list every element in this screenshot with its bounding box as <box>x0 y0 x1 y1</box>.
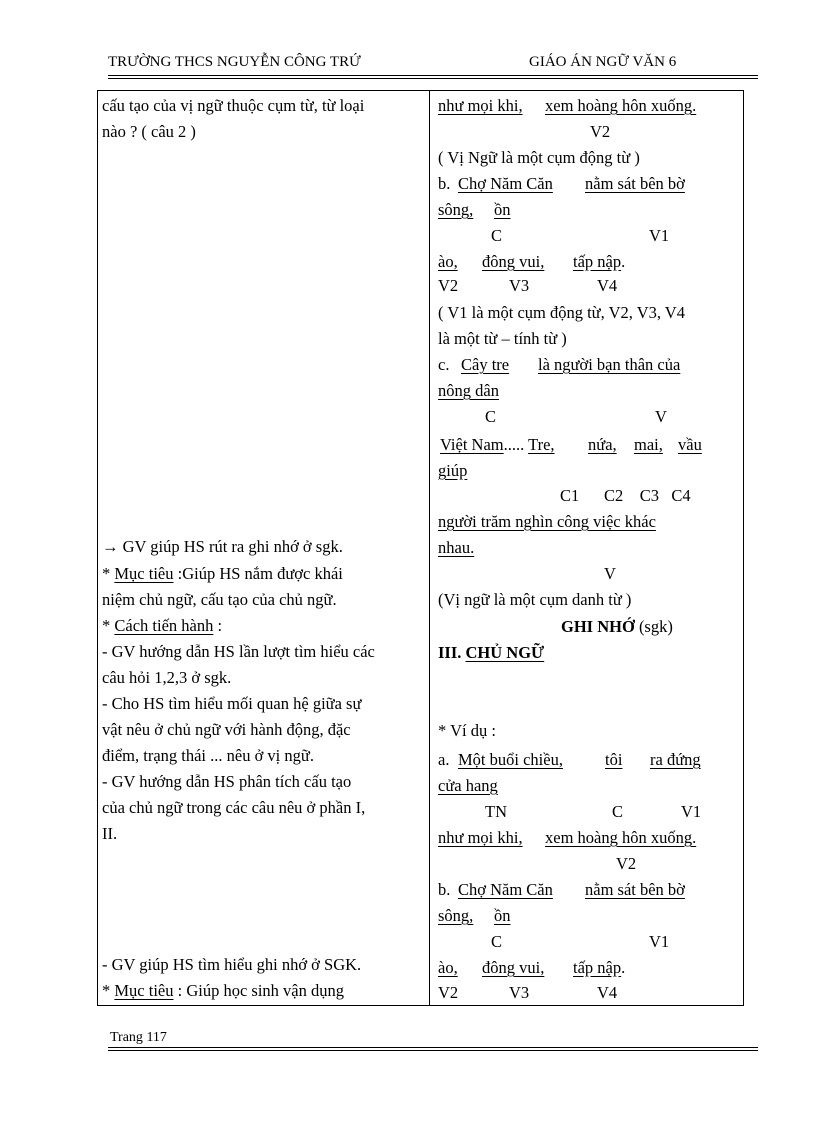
example-marker: b. <box>438 174 451 193</box>
grammar-tag: V <box>655 407 667 426</box>
example-phrase: sông, <box>438 200 474 219</box>
grammar-tag: V1 <box>649 226 670 245</box>
example-phrase: ồn <box>494 906 511 925</box>
example-line: Việt Nam..... Tre, <box>440 435 555 454</box>
example-marker: a. <box>438 750 450 769</box>
example-phrase: nằm sát bên bờ <box>585 174 685 193</box>
grammar-tag: C <box>491 932 503 951</box>
header-rule <box>108 75 758 76</box>
example-line: ào, <box>438 252 458 271</box>
example-phrase: đông vui, <box>482 252 545 271</box>
page-number: Trang 117 <box>110 1030 167 1045</box>
objective-label: Mục tiêu <box>114 564 174 583</box>
example-marker: b. <box>438 880 451 899</box>
grammar-tag: V2 <box>438 983 459 1002</box>
left-line: nào ? ( câu 2 ) <box>102 122 196 141</box>
left-line: niệm chủ ngữ, cấu tạo của chủ ngữ. <box>102 590 337 609</box>
example-phrase: nông dân <box>438 381 499 400</box>
example-phrase: tôi <box>605 750 623 769</box>
example-phrase: vầu <box>678 435 702 454</box>
left-line: → GV giúp HS rút ra ghi nhớ ở sgk. <box>102 537 343 556</box>
objective-label: Mục tiêu <box>114 981 174 1000</box>
example-phrase: nhau. <box>438 538 475 557</box>
left-line: cấu tạo của vị ngữ thuộc cụm từ, từ loại <box>102 96 365 115</box>
note-line: (Vị ngữ là một cụm danh từ ) <box>438 590 632 609</box>
example-phrase: sông, <box>438 906 474 925</box>
left-line: vật nêu ở chủ ngữ với hành động, đặc <box>102 720 351 739</box>
grammar-tag: C <box>491 226 503 245</box>
example-phrase: giúp <box>438 461 468 480</box>
method-label: Cách tiến hành <box>114 616 214 635</box>
note-line: ( V1 là một cụm động từ, V2, V3, V4 <box>438 303 685 322</box>
grammar-tag: C <box>612 802 624 821</box>
left-line: - Cho HS tìm hiểu mối quan hệ giữa sự <box>102 694 362 713</box>
grammar-tag: TN <box>485 802 507 821</box>
example-phrase: ra đứng <box>650 750 701 769</box>
grammar-tag: V <box>604 564 616 583</box>
footer-rule <box>108 1047 758 1048</box>
grammar-tag: V3 <box>509 276 530 295</box>
example-line: ào, <box>438 958 458 977</box>
left-line: câu hỏi 1,2,3 ở sgk. <box>102 668 232 687</box>
example-phrase: Chợ Năm Căn <box>458 880 553 899</box>
example-phrase: như mọi khi, <box>438 96 523 115</box>
grammar-tag: V1 <box>681 802 702 821</box>
example-heading: * Ví dụ : <box>438 721 496 740</box>
grammar-tag: C <box>485 407 497 426</box>
objective-line: * Mục tiêu :Giúp HS nắm được khái <box>102 564 343 583</box>
method-line: * Cách tiến hành : <box>102 616 223 635</box>
example-phrase: ồn <box>494 200 511 219</box>
left-line: - GV hướng dẫn HS lần lượt tìm hiểu các <box>102 642 375 661</box>
note-line: là một từ – tính từ ) <box>438 329 567 348</box>
example-phrase: là người bạn thân của <box>538 355 681 374</box>
example-phrase: cửa hang <box>438 776 498 795</box>
note-line: ( Vị Ngữ là một cụm động từ ) <box>438 148 640 167</box>
grammar-tag: V2 <box>590 122 611 141</box>
example-phrase: như mọi khi, <box>438 828 523 847</box>
grammar-tag: V4 <box>597 983 618 1002</box>
example-phrase: mai, <box>634 435 663 454</box>
example-phrase: xem hoàng hôn xuống. <box>545 96 697 115</box>
example-phrase: đông vui, <box>482 958 545 977</box>
example-phrase: Cây tre <box>461 355 510 374</box>
left-line: - GV giúp HS tìm hiểu ghi nhớ ở SGK. <box>102 955 362 974</box>
left-line: - GV hướng dẫn HS phân tích cấu tạo <box>102 772 352 791</box>
example-phrase: nứa, <box>588 435 617 454</box>
grammar-tag: V1 <box>649 932 670 951</box>
left-line: II. <box>102 824 118 843</box>
column-divider <box>429 90 430 1006</box>
example-line: tấp nập. <box>573 252 626 271</box>
grammar-tag: V2 <box>438 276 459 295</box>
school-name: TRƯỜNG THCS NGUYỄN CÔNG TRỨ <box>108 54 361 70</box>
section-heading: III. CHỦ NGỮ <box>438 643 545 662</box>
grammar-tag: C1 C2 C3 C4 <box>560 486 691 505</box>
example-phrase: Chợ Năm Căn <box>458 174 553 193</box>
grammar-tag: V4 <box>597 276 618 295</box>
example-phrase: người trăm nghìn công việc khác <box>438 512 656 531</box>
left-line: của chủ ngữ trong các câu nêu ở phần I, <box>102 798 366 817</box>
grammar-tag: V2 <box>616 854 637 873</box>
example-phrase: Một buổi chiều, <box>458 750 563 769</box>
example-phrase: nằm sát bên bờ <box>585 880 685 899</box>
grammar-tag: V3 <box>509 983 530 1002</box>
example-phrase: xem hoàng hôn xuống. <box>545 828 697 847</box>
left-line: điểm, trạng thái ... nêu ở vị ngữ. <box>102 746 314 765</box>
header-rule-2 <box>108 78 758 79</box>
remember-note: GHI NHỚ (sgk) <box>561 617 673 636</box>
footer-rule-2 <box>108 1050 758 1051</box>
objective-line: * Mục tiêu : Giúp học sinh vận dụng <box>102 981 344 1000</box>
example-marker: c. <box>438 355 450 374</box>
example-line: tấp nập. <box>573 958 626 977</box>
subject-title: GIÁO ÁN NGỮ VĂN 6 <box>529 54 677 70</box>
